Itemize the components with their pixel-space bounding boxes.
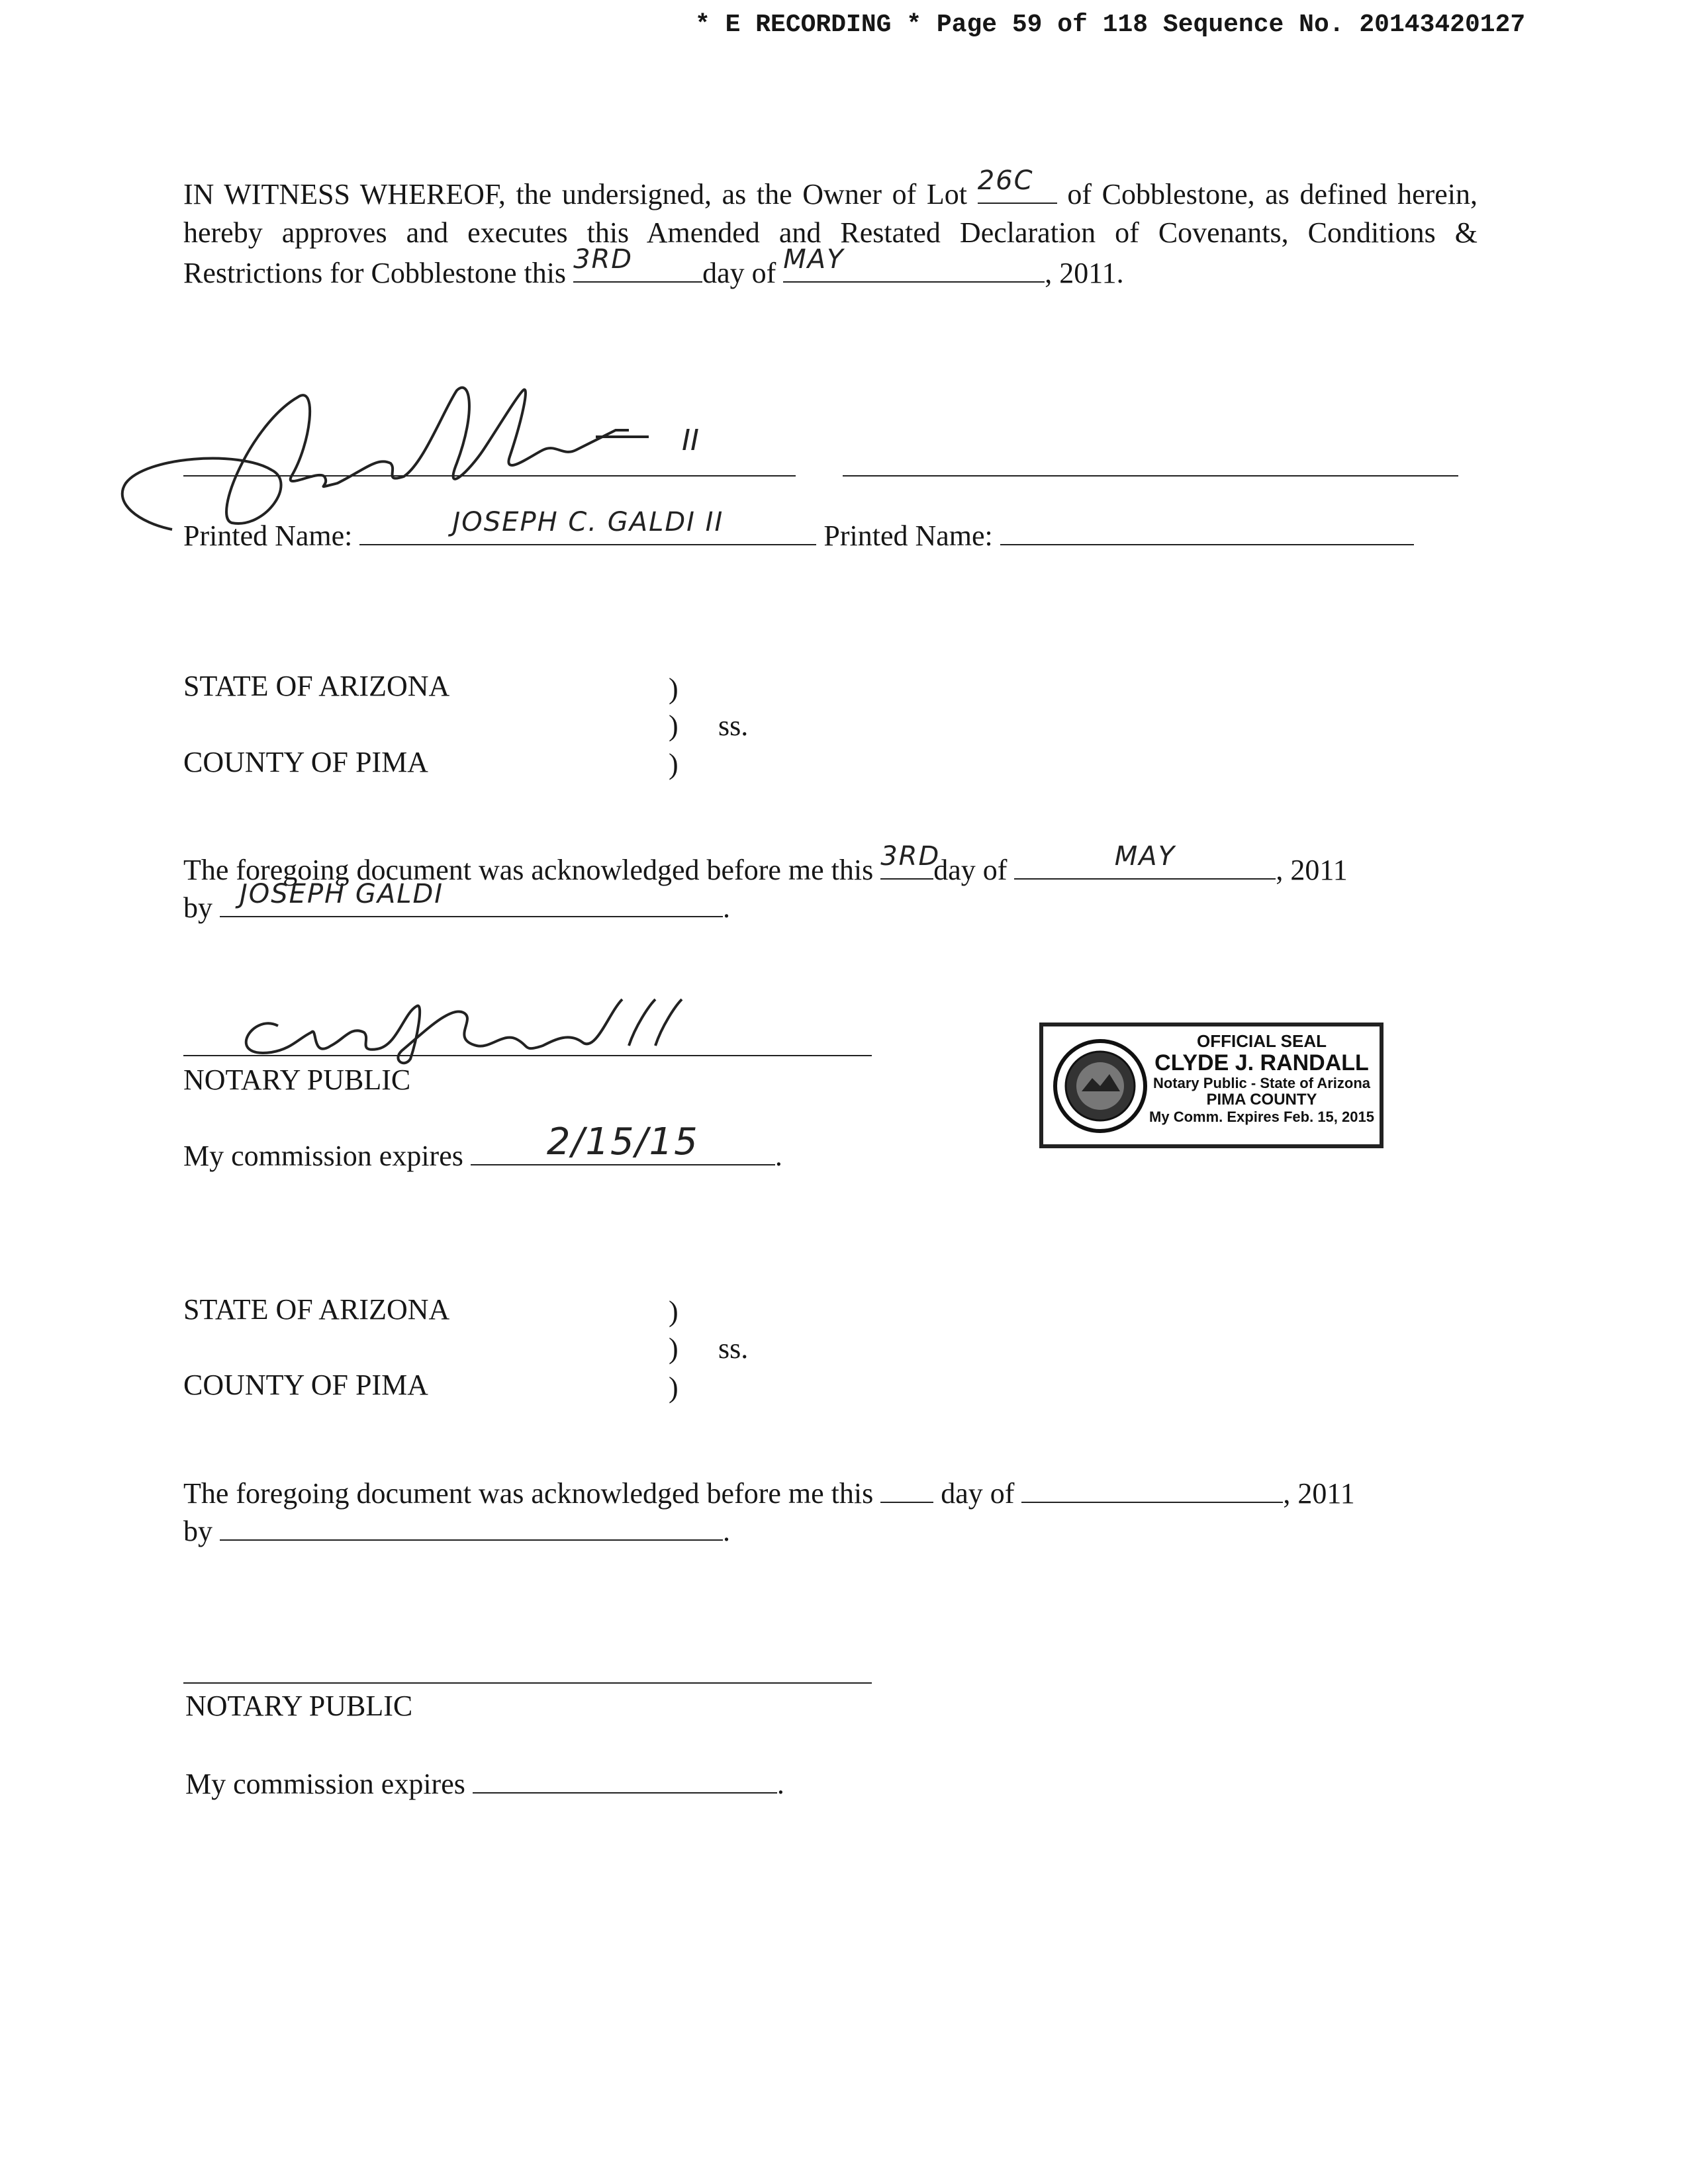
ack1-by-handwritten-value: JOSEPH GALDI [240, 879, 444, 909]
printed-name-label-1: Printed Name: [183, 520, 353, 552]
commission-label-2: My commission expires [185, 1768, 465, 1800]
official-seal-stamp [1039, 1023, 1383, 1148]
ack1-by-row [183, 879, 730, 927]
ack2-day-of: day of [941, 1477, 1015, 1510]
ack1-day-field[interactable] [880, 841, 941, 880]
printed-name-handwritten-value-1: JOSEPH C. GALDI II [452, 507, 724, 537]
ack2-paren-1: ) [669, 1295, 679, 1328]
printed-name-field-1[interactable] [359, 507, 816, 545]
notary-public-label-1: NOTARY PUBLIC [183, 1064, 411, 1096]
commission-label-1: My commission expires [183, 1140, 463, 1172]
witness-text-2: of Cobblestone, as defined herein, hereby approves and executes this Amended and Restated Declaration of Covenants, Conditions & Restrictions for Cobblestone this [183, 178, 1478, 289]
ack2-text-1: The foregoing document was acknowledged before me this [183, 1477, 874, 1510]
ack2-ss: ss. [718, 1332, 749, 1365]
ack1-text-1: The foregoing document was acknowledged before me this [183, 854, 874, 886]
notary-signature-line-1 [183, 1055, 872, 1056]
commission-field-1[interactable] [471, 1120, 775, 1165]
recording-header: * E RECORDING * Page 59 of 118 Sequence No. 20143420127 [695, 11, 1526, 39]
ack1-paren-3: ) [669, 748, 679, 780]
ack1-paren-1: ) [669, 672, 679, 705]
ack1-paren-2: ) [669, 709, 679, 742]
commission-row-1 [183, 1120, 782, 1175]
ack1-county: COUNTY OF PIMA [183, 746, 428, 778]
witness-month-handwritten-value: MAY [783, 244, 845, 275]
commission-period-1: . [774, 1140, 782, 1172]
witness-day-handwritten-value: 3RD [573, 244, 633, 275]
witness-day-of: day of [702, 257, 776, 289]
ack1-ss: ss. [718, 709, 749, 742]
ack2-period: . [723, 1515, 730, 1547]
ack1-by-field[interactable] [220, 879, 723, 917]
ack1-year: , 2011 [1276, 854, 1348, 886]
witness-comma: , [1045, 257, 1053, 289]
ack2-county: COUNTY OF PIMA [183, 1369, 428, 1401]
ack1-day-handwritten-value: 3RD [880, 841, 941, 872]
notary-public-label-2: NOTARY PUBLIC [185, 1690, 413, 1722]
printed-name-row [183, 507, 1481, 555]
ack2-month-field[interactable] [1021, 1473, 1283, 1503]
ack1-by: by [183, 891, 212, 924]
witness-year: 2011. [1059, 257, 1124, 289]
ack2-by-field[interactable] [220, 1510, 723, 1541]
printed-name-label-2: Printed Name: [823, 520, 993, 552]
notary-signature-line-2 [183, 1682, 872, 1684]
ack2-state: STATE OF ARIZONA [183, 1293, 450, 1326]
seal-line-state: Notary Public - State of Arizona [1152, 1074, 1370, 1091]
ack2-by-row [183, 1510, 730, 1551]
ack2-statement [183, 1473, 1481, 1513]
seal-line-county: PIMA COUNTY [1206, 1091, 1317, 1109]
ack2-year: , 2011 [1283, 1477, 1355, 1510]
ack2-by: by [183, 1515, 212, 1547]
lot-field[interactable] [977, 165, 1057, 204]
arizona-seal-emblem [1053, 1038, 1149, 1134]
svg-text:II: II [682, 424, 699, 457]
printed-name-field-2[interactable] [1000, 515, 1414, 545]
ack1-month-handwritten-value: MAY [1114, 841, 1176, 872]
ack1-month-field[interactable] [1014, 841, 1276, 880]
ack2-paren-2: ) [669, 1332, 679, 1365]
notary-signature-area [199, 986, 728, 1072]
witness-day-field[interactable] [573, 244, 702, 283]
witness-month-field[interactable] [783, 244, 1045, 283]
ack1-state: STATE OF ARIZONA [183, 670, 450, 702]
lot-handwritten-value: 26C [977, 165, 1034, 196]
commission-row-2 [185, 1763, 784, 1803]
seal-line-name: CLYDE J. RANDALL [1154, 1050, 1369, 1075]
witness-paragraph [183, 165, 1478, 293]
commission-field-2[interactable] [473, 1763, 777, 1794]
signer-signature-line [183, 475, 796, 477]
seal-line-expiry: My Comm. Expires Feb. 15, 2015 [1149, 1108, 1374, 1125]
ack1-day-of: day of [933, 854, 1008, 886]
ack2-paren-3: ) [669, 1371, 679, 1404]
witness-text-1: IN WITNESS WHEREOF, the undersigned, as the Owner of Lot [183, 178, 968, 210]
ack2-day-field[interactable] [880, 1473, 933, 1503]
notary-signature-image [199, 986, 728, 1072]
seal-line-official: OFFICIAL SEAL [1197, 1031, 1327, 1051]
second-signature-line [843, 475, 1458, 477]
ack1-period: . [723, 891, 730, 924]
commission-handwritten-value-1: 2/15/15 [546, 1120, 699, 1163]
commission-period-2: . [776, 1768, 784, 1800]
